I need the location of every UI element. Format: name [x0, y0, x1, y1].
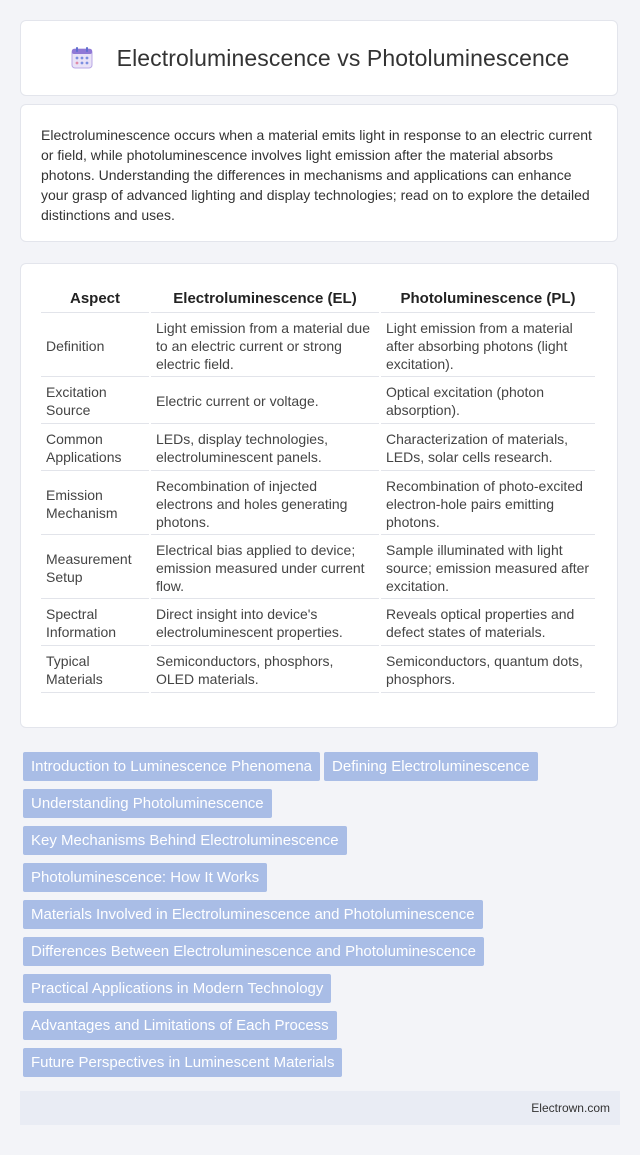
footer: [20, 1091, 620, 1125]
pl-cell: Light emission from a material after absorbing photons (light excitation).: [381, 315, 595, 377]
pl-cell: Semiconductors, quantum dots, phosphors.: [381, 648, 595, 693]
aspect-cell: Common Applications: [41, 426, 149, 471]
table-row: [41, 537, 595, 599]
topic-tag[interactable]: Future Perspectives in Luminescent Materials: [23, 1048, 342, 1077]
intro-card: [20, 104, 618, 242]
topic-tag[interactable]: Defining Electroluminescence: [324, 752, 538, 781]
aspect-cell: Spectral Information: [41, 601, 149, 646]
el-cell: LEDs, display technologies, electroluminescent panels.: [151, 426, 379, 471]
pl-cell: Reveals optical properties and defect states of materials.: [381, 601, 595, 646]
el-cell: Light emission from a material due to an electric current or strong electric field.: [151, 315, 379, 377]
el-cell: Semiconductors, phosphors, OLED materials.: [151, 648, 379, 693]
aspect-cell: Typical Materials: [41, 648, 149, 693]
comparison-table-card: [20, 263, 618, 728]
table-row: [41, 315, 595, 377]
table-row: [41, 426, 595, 471]
aspect-cell: Definition: [41, 315, 149, 377]
el-cell: Electrical bias applied to device; emission measured under current flow.: [151, 537, 379, 599]
topic-tag[interactable]: Introduction to Luminescence Phenomena: [23, 752, 320, 781]
topic-tag-list: [23, 752, 613, 1085]
pl-cell: Optical excitation (photon absorption).: [381, 379, 595, 424]
table-row: [41, 648, 595, 693]
topic-tag[interactable]: Photoluminescence: How It Works: [23, 863, 267, 892]
el-cell: Direct insight into device's electroluminescent properties.: [151, 601, 379, 646]
topic-tag[interactable]: Advantages and Limitations of Each Process: [23, 1011, 337, 1040]
topic-tag[interactable]: Differences Between Electroluminescence and Photoluminescence: [23, 937, 484, 966]
pl-cell: Sample illuminated with light source; emission measured after excitation.: [381, 537, 595, 599]
column-header: Photoluminescence (PL): [381, 284, 595, 313]
el-cell: Recombination of injected electrons and holes generating photons.: [151, 473, 379, 535]
topic-tag[interactable]: Understanding Photoluminescence: [23, 789, 272, 818]
footer-site-name[interactable]: Electrown.com: [531, 1101, 610, 1115]
comparison-table: [39, 282, 597, 695]
table-row: [41, 379, 595, 424]
column-header: Electroluminescence (EL): [151, 284, 379, 313]
table-header-row: [41, 284, 595, 313]
header-card: [20, 20, 618, 96]
topic-tag[interactable]: Key Mechanisms Behind Electroluminescence: [23, 826, 347, 855]
intro-text: Electroluminescence occurs when a material emits light in response to an electric current or field, while photoluminescence involves light emission after the material absorbs photons. Understanding the differences in mechanisms and applications can enhance your grasp of advanced lighting and display technologies; read on to explore the detailed distinctions and uses.: [41, 127, 592, 223]
topic-tag[interactable]: Practical Applications in Modern Technology: [23, 974, 331, 1003]
aspect-cell: Measurement Setup: [41, 537, 149, 599]
page-title: Electroluminescence vs Photoluminescence: [116, 44, 570, 71]
topic-tag[interactable]: Materials Involved in Electroluminescence and Photoluminescence: [23, 900, 483, 929]
el-cell: Electric current or voltage.: [151, 379, 379, 424]
calendar-grid-icon: [69, 45, 95, 71]
table-row: [41, 601, 595, 646]
pl-cell: Recombination of photo-excited electron-hole pairs emitting photons.: [381, 473, 595, 535]
aspect-cell: Excitation Source: [41, 379, 149, 424]
table-row: [41, 473, 595, 535]
aspect-cell: Emission Mechanism: [41, 473, 149, 535]
column-header: Aspect: [41, 284, 149, 313]
pl-cell: Characterization of materials, LEDs, solar cells research.: [381, 426, 595, 471]
